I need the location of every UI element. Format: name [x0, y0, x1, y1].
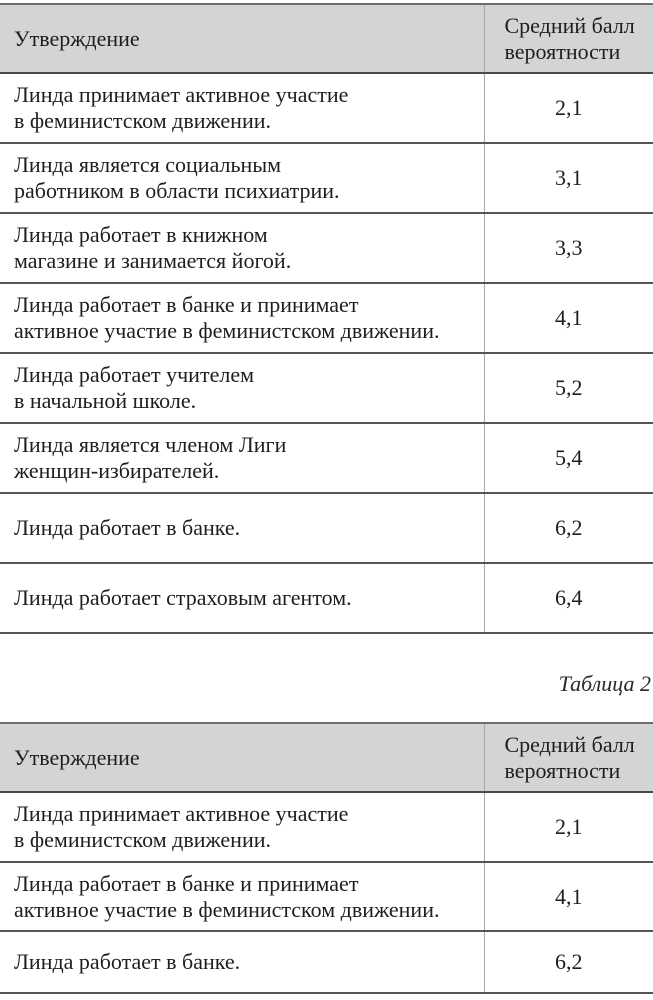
score-cell: 2,1 — [484, 792, 653, 862]
table-row — [0, 493, 653, 563]
score-cell: 4,1 — [484, 862, 653, 931]
table-row — [0, 143, 653, 213]
table-row — [0, 283, 653, 353]
table-header-row — [0, 723, 653, 792]
statement-cell: Линда работает в банке. — [0, 493, 484, 563]
table-row — [0, 423, 653, 493]
table-row — [0, 792, 653, 862]
score-cell: 5,2 — [484, 353, 653, 423]
probability-table-2 — [0, 722, 653, 994]
header-statement: Утверждение — [0, 4, 484, 73]
statement-cell: Линда работает учителем в начальной школе. — [0, 353, 484, 423]
statement-cell: Линда является членом Лиги женщин-избирателей. — [0, 423, 484, 493]
score-cell: 6,4 — [484, 563, 653, 633]
table-row — [0, 213, 653, 283]
statement-cell: Линда принимает активное участие в феминистском движении. — [0, 73, 484, 143]
statement-cell: Линда работает в банке. — [0, 931, 484, 993]
table-caption: Таблица 2 — [558, 671, 651, 696]
statement-cell: Линда работает в книжном магазине и занимается йогой. — [0, 213, 484, 283]
header-score: Средний балл вероятности — [484, 4, 653, 73]
score-cell: 6,2 — [484, 931, 653, 993]
table-row — [0, 563, 653, 633]
statement-cell: Линда работает в банке и принимает активное участие в феминистском движении. — [0, 283, 484, 353]
score-cell: 2,1 — [484, 73, 653, 143]
score-cell: 6,2 — [484, 493, 653, 563]
header-statement: Утверждение — [0, 723, 484, 792]
score-cell: 5,4 — [484, 423, 653, 493]
statement-cell: Линда является социальным работником в области психиатрии. — [0, 143, 484, 213]
table-row — [0, 73, 653, 143]
score-cell: 3,1 — [484, 143, 653, 213]
probability-table-1 — [0, 3, 653, 634]
statement-cell: Линда принимает активное участие в феминистском движении. — [0, 792, 484, 862]
table-row — [0, 931, 653, 993]
table-row — [0, 353, 653, 423]
statement-cell: Линда работает в банке и принимает активное участие в феминистском движении. — [0, 862, 484, 931]
table-header-row — [0, 4, 653, 73]
score-cell: 4,1 — [484, 283, 653, 353]
score-cell: 3,3 — [484, 213, 653, 283]
statement-cell: Линда работает страховым агентом. — [0, 563, 484, 633]
header-score: Средний балл вероятности — [484, 723, 653, 792]
table-row — [0, 862, 653, 931]
